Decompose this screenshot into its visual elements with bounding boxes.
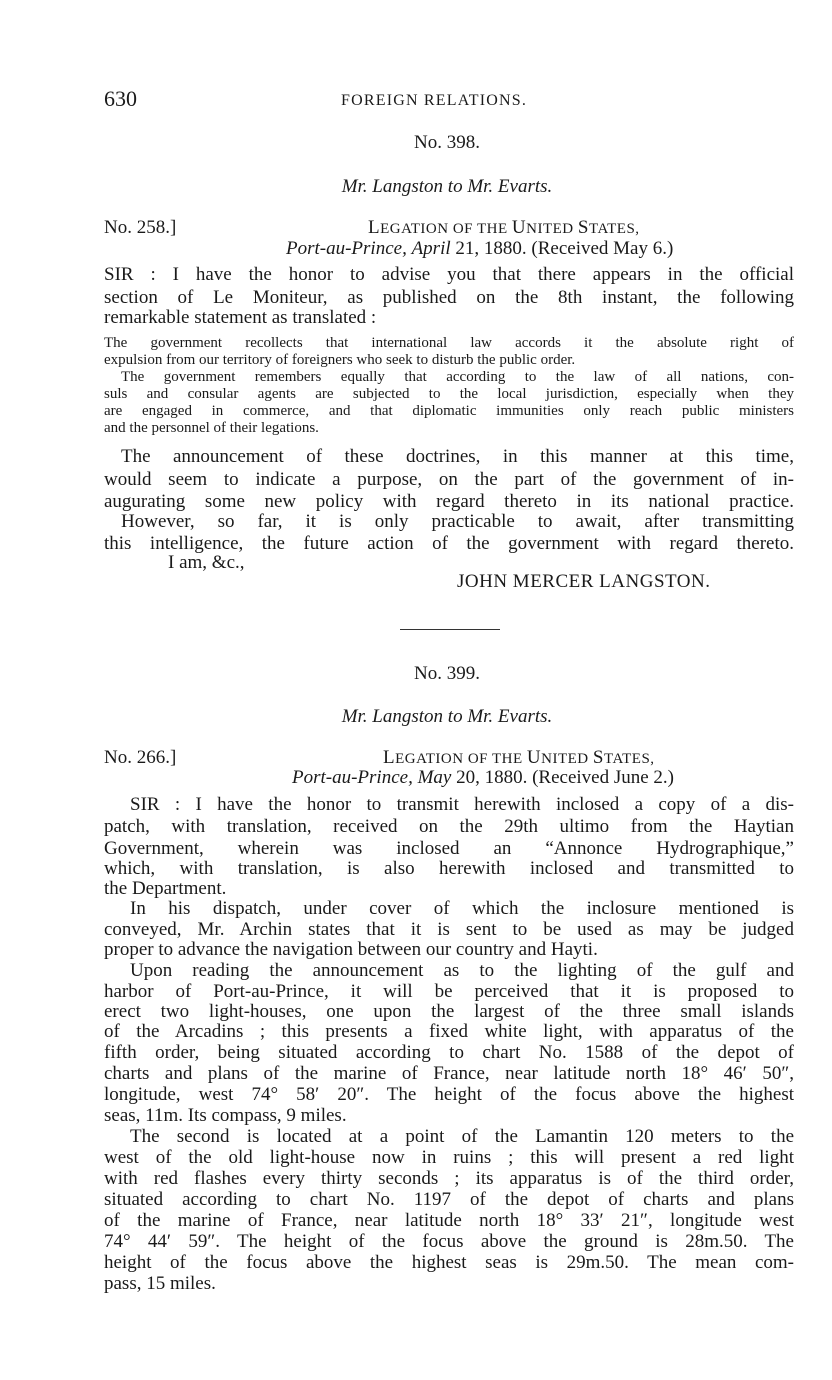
doc2-line-11: erect two light-houses, one upon the largest of the three small islands	[104, 1001, 794, 1022]
quote-line-6: and the personnel of their legations.	[104, 420, 319, 436]
doc2-line-8: proper to advance the navigation between our country and Hayti.	[104, 939, 598, 960]
doc2-line-1: SIR : I have the honor to transmit herewith inclosed a copy of a dis-	[130, 794, 794, 815]
doc2-line-18: west of the old light-house now in ruins ; this will present a red light	[104, 1147, 794, 1168]
quote-line-2: expulsion from our territory of foreigners who seek to disturb the public order.	[104, 352, 576, 368]
doc1-para2-line3: augurating some new policy with regard thereto in its national practice.	[104, 491, 794, 512]
doc2-line-19: with red flashes every thirty seconds ; its apparatus is of the third order,	[104, 1168, 794, 1189]
doc2-number: No. 399.	[414, 663, 480, 684]
doc2-title: Mr. Langston to Mr. Evarts.	[341, 706, 553, 727]
doc2-line-10: harbor of Port-au-Prince, it will be perceived that it is proposed to	[104, 981, 794, 1002]
doc2-ref: No. 266.]	[104, 747, 177, 768]
doc2-dateline: Port-au-Prince, May 20, 1880. (Received June 2.)	[292, 767, 675, 788]
doc2-line-23: height of the focus above the highest seas is 29m.50. The mean com-	[104, 1252, 794, 1273]
doc1-para3-line1: However, so far, it is only practicable to await, after transmitting	[121, 511, 794, 532]
doc2-legation: LEGATION OF THE UNITED STATES,	[383, 747, 655, 768]
doc1-para1-line2: section of Le Moniteur, as published on the 8th instant, the following	[104, 287, 794, 308]
page-number: 630	[104, 86, 137, 111]
doc2-line-2: patch, with translation, received on the 29th ultimo from the Haytian	[104, 816, 794, 837]
quote-line-5: are engaged in commerce, and that diplomatic immunities only reach public ministers	[104, 403, 794, 419]
doc1-number: No. 398.	[414, 132, 480, 153]
doc1-para1-line3: remarkable statement as translated :	[104, 307, 377, 328]
doc2-line-16: seas, 11m. Its compass, 9 miles.	[104, 1105, 347, 1126]
doc1-legation: LEGATION OF THE UNITED STATES,	[368, 217, 640, 238]
doc1-para2-line2: would seem to indicate a purpose, on the part of the government of in-	[104, 469, 794, 490]
doc2-line-12: of the Arcadins ; this presents a fixed white light, with apparatus of the	[104, 1021, 794, 1042]
doc1-para3-line2: this intelligence, the future action of the government with regard thereto.	[104, 533, 794, 554]
doc1-para2-line1: The announcement of these doctrines, in this manner at this time,	[121, 446, 794, 467]
doc1-para1-line1: SIR : I have the honor to advise you that there appears in the official	[104, 264, 794, 285]
doc2-line-5: the Department.	[104, 878, 227, 899]
quote-line-3: The government remembers equally that according to the law of all nations, con-	[121, 369, 794, 385]
doc2-line-6: In his dispatch, under cover of which the inclosure mentioned is	[130, 898, 794, 919]
doc2-line-9: Upon reading the announcement as to the lighting of the gulf and	[130, 960, 794, 981]
doc2-line-22: 74° 44′ 59″. The height of the focus above the ground is 28m.50. The	[104, 1231, 794, 1252]
doc2-line-15: longitude, west 74° 58′ 20″. The height of the focus above the highest	[104, 1084, 794, 1105]
quote-line-4: suls and consular agents are subjected to the local jurisdiction, especially when they	[104, 386, 794, 402]
quote-line-1: The government recollects that international law accords it the absolute right of	[104, 335, 794, 351]
doc2-line-7: conveyed, Mr. Archin states that it is sent to be used as may be judged	[104, 919, 794, 940]
doc2-line-14: charts and plans of the marine of France, near latitude north 18° 46′ 50″,	[104, 1063, 794, 1084]
doc2-line-24: pass, 15 miles.	[104, 1273, 216, 1294]
doc1-signature: JOHN MERCER LANGSTON.	[457, 571, 711, 592]
doc1-ref: No. 258.]	[104, 217, 177, 238]
doc2-line-4: which, with translation, is also herewith inclosed and transmitted to	[104, 858, 794, 879]
doc1-closing: I am, &c.,	[168, 552, 245, 573]
doc2-line-13: fifth order, being situated according to chart No. 1588 of the depot of	[104, 1042, 794, 1063]
doc2-line-17: The second is located at a point of the Lamantin 120 meters to the	[130, 1126, 794, 1147]
doc2-line-3: Government, wherein was inclosed an “Annonce Hydrographique,”	[104, 838, 794, 859]
doc1-title: Mr. Langston to Mr. Evarts.	[341, 176, 553, 197]
section-divider	[400, 629, 500, 630]
running-title: FOREIGN RELATIONS.	[341, 92, 528, 109]
doc2-line-20: situated according to chart No. 1197 of the depot of charts and plans	[104, 1189, 794, 1210]
doc2-line-21: of the marine of France, near latitude north 18° 33′ 21″, longitude west	[104, 1210, 794, 1231]
doc1-dateline: Port-au-Prince, April 21, 1880. (Received May 6.)	[286, 238, 674, 259]
